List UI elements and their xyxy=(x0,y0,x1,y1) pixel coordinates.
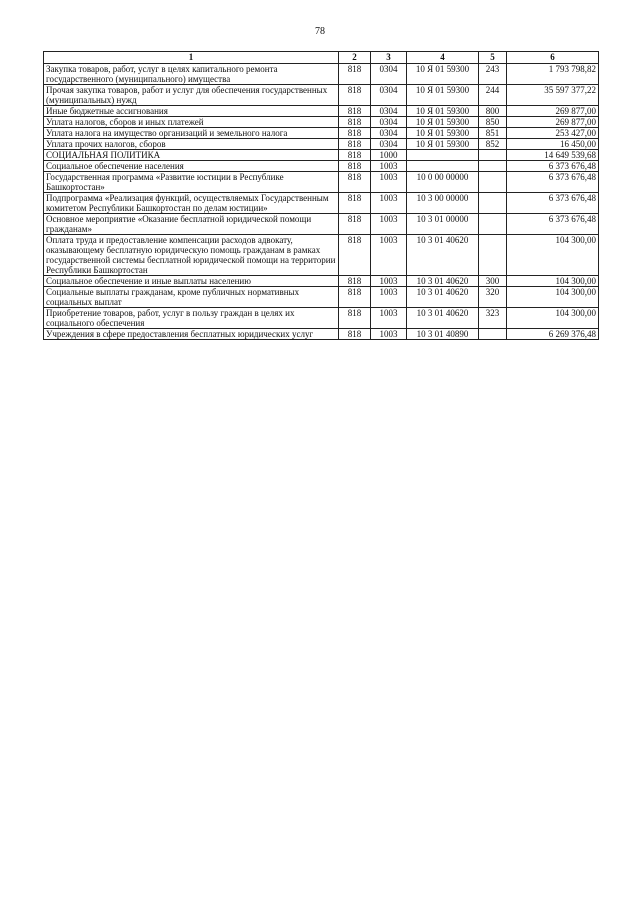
expense-type-cell xyxy=(479,150,507,161)
ministry-code-cell: 818 xyxy=(339,85,371,106)
amount-cell: 269 877,00 xyxy=(507,117,599,128)
target-article-cell: 10 Я 01 59300 xyxy=(407,85,479,106)
section-code-cell: 1003 xyxy=(371,329,407,340)
amount-cell: 35 597 377,22 xyxy=(507,85,599,106)
header-cell: 1 xyxy=(44,52,339,64)
table-header-row xyxy=(44,52,599,64)
expense-type-cell: 852 xyxy=(479,139,507,150)
ministry-code-cell: 818 xyxy=(339,214,371,235)
ministry-code-cell: 818 xyxy=(339,329,371,340)
expense-type-cell xyxy=(479,172,507,193)
ministry-code-cell: 818 xyxy=(339,193,371,214)
row-name-cell: СОЦИАЛЬНАЯ ПОЛИТИКА xyxy=(44,150,339,161)
budget-table xyxy=(43,51,599,340)
amount-cell: 104 300,00 xyxy=(507,308,599,329)
table-body xyxy=(44,64,599,340)
amount-cell: 104 300,00 xyxy=(507,235,599,276)
expense-type-cell: 300 xyxy=(479,276,507,287)
row-name-cell: Основное мероприятие «Оказание бесплатной юридической помощи гражданам» xyxy=(44,214,339,235)
row-name-cell: Прочая закупка товаров, работ и услуг для обеспечения государственных (муниципальных) нужд xyxy=(44,85,339,106)
table-row xyxy=(44,150,599,161)
page-number: 78 xyxy=(315,26,325,37)
table-row xyxy=(44,139,599,150)
row-name-cell: Учреждения в сфере предоставления бесплатных юридических услуг xyxy=(44,329,339,340)
section-code-cell: 0304 xyxy=(371,106,407,117)
amount-cell: 104 300,00 xyxy=(507,276,599,287)
ministry-code-cell: 818 xyxy=(339,172,371,193)
ministry-code-cell: 818 xyxy=(339,106,371,117)
table-row xyxy=(44,287,599,308)
ministry-code-cell: 818 xyxy=(339,150,371,161)
header-cell: 2 xyxy=(339,52,371,64)
expense-type-cell xyxy=(479,193,507,214)
amount-cell: 269 877,00 xyxy=(507,106,599,117)
expense-type-cell xyxy=(479,235,507,276)
row-name-cell: Подпрограмма «Реализация функций, осуществляемых Государственным комитетом Республики Башкортостан по делам юстиции» xyxy=(44,193,339,214)
amount-cell: 1 793 798,82 xyxy=(507,64,599,85)
amount-cell: 6 373 676,48 xyxy=(507,214,599,235)
section-code-cell: 0304 xyxy=(371,85,407,106)
ministry-code-cell: 818 xyxy=(339,276,371,287)
row-name-cell: Уплата налогов, сборов и иных платежей xyxy=(44,117,339,128)
target-article-cell: 10 Я 01 59300 xyxy=(407,106,479,117)
amount-cell: 6 373 676,48 xyxy=(507,161,599,172)
row-name-cell: Государственная программа «Развитие юстиции в Республике Башкортостан» xyxy=(44,172,339,193)
section-code-cell: 0304 xyxy=(371,117,407,128)
header-cell: 6 xyxy=(507,52,599,64)
row-name-cell: Уплата налога на имущество организаций и земельного налога xyxy=(44,128,339,139)
row-name-cell: Социальное обеспечение населения xyxy=(44,161,339,172)
table-row xyxy=(44,308,599,329)
expense-type-cell: 243 xyxy=(479,64,507,85)
target-article-cell: 10 Я 01 59300 xyxy=(407,64,479,85)
table-row xyxy=(44,276,599,287)
row-name-cell: Уплата прочих налогов, сборов xyxy=(44,139,339,150)
table-row xyxy=(44,235,599,276)
expense-type-cell: 323 xyxy=(479,308,507,329)
amount-cell: 104 300,00 xyxy=(507,287,599,308)
target-article-cell: 10 3 01 40620 xyxy=(407,235,479,276)
ministry-code-cell: 818 xyxy=(339,287,371,308)
expense-type-cell: 320 xyxy=(479,287,507,308)
section-code-cell: 0304 xyxy=(371,64,407,85)
target-article-cell: 10 3 01 40620 xyxy=(407,308,479,329)
amount-cell: 6 269 376,48 xyxy=(507,329,599,340)
row-name-cell: Социальные выплаты гражданам, кроме публичных нормативных социальных выплат xyxy=(44,287,339,308)
table-row xyxy=(44,214,599,235)
expense-type-cell xyxy=(479,214,507,235)
section-code-cell: 0304 xyxy=(371,128,407,139)
target-article-cell: 10 3 01 00000 xyxy=(407,214,479,235)
table-row xyxy=(44,193,599,214)
section-code-cell: 1003 xyxy=(371,193,407,214)
target-article-cell: 10 0 00 00000 xyxy=(407,172,479,193)
ministry-code-cell: 818 xyxy=(339,128,371,139)
row-name-cell: Иные бюджетные ассигнования xyxy=(44,106,339,117)
header-cell: 3 xyxy=(371,52,407,64)
row-name-cell: Закупка товаров, работ, услуг в целях капитального ремонта государственного (муниципального) имущества xyxy=(44,64,339,85)
section-code-cell: 1003 xyxy=(371,214,407,235)
expense-type-cell: 850 xyxy=(479,117,507,128)
target-article-cell: 10 Я 01 59300 xyxy=(407,117,479,128)
header-cell: 5 xyxy=(479,52,507,64)
section-code-cell: 1003 xyxy=(371,172,407,193)
amount-cell: 253 427,00 xyxy=(507,128,599,139)
section-code-cell: 1003 xyxy=(371,287,407,308)
target-article-cell: 10 3 01 40620 xyxy=(407,276,479,287)
table-row xyxy=(44,64,599,85)
target-article-cell: 10 3 01 40890 xyxy=(407,329,479,340)
section-code-cell: 1003 xyxy=(371,276,407,287)
table-row xyxy=(44,329,599,340)
expense-type-cell: 851 xyxy=(479,128,507,139)
ministry-code-cell: 818 xyxy=(339,161,371,172)
table-row xyxy=(44,161,599,172)
ministry-code-cell: 818 xyxy=(339,139,371,150)
table-row xyxy=(44,85,599,106)
expense-type-cell: 244 xyxy=(479,85,507,106)
row-name-cell: Социальное обеспечение и иные выплаты населению xyxy=(44,276,339,287)
header-cell: 4 xyxy=(407,52,479,64)
ministry-code-cell: 818 xyxy=(339,308,371,329)
expense-type-cell: 800 xyxy=(479,106,507,117)
target-article-cell: 10 Я 01 59300 xyxy=(407,139,479,150)
target-article-cell: 10 3 01 40620 xyxy=(407,287,479,308)
target-article-cell xyxy=(407,150,479,161)
section-code-cell: 0304 xyxy=(371,139,407,150)
ministry-code-cell: 818 xyxy=(339,64,371,85)
amount-cell: 14 649 539,68 xyxy=(507,150,599,161)
row-name-cell: Оплата труда и предоставление компенсации расходов адвокату, оказывающему бесплатную юридическую помощь гражданам в рамках государственной системы бесплатной юридической помощи на территории Республики Башкортостан xyxy=(44,235,339,276)
expense-type-cell xyxy=(479,329,507,340)
ministry-code-cell: 818 xyxy=(339,235,371,276)
amount-cell: 16 450,00 xyxy=(507,139,599,150)
expense-type-cell xyxy=(479,161,507,172)
amount-cell: 6 373 676,48 xyxy=(507,172,599,193)
row-name-cell: Приобретение товаров, работ, услуг в пользу граждан в целях их социального обеспечения xyxy=(44,308,339,329)
section-code-cell: 1003 xyxy=(371,235,407,276)
ministry-code-cell: 818 xyxy=(339,117,371,128)
target-article-cell: 10 3 00 00000 xyxy=(407,193,479,214)
table-row xyxy=(44,128,599,139)
amount-cell: 6 373 676,48 xyxy=(507,193,599,214)
section-code-cell: 1003 xyxy=(371,161,407,172)
table-row xyxy=(44,172,599,193)
target-article-cell xyxy=(407,161,479,172)
table-row xyxy=(44,106,599,117)
target-article-cell: 10 Я 01 59300 xyxy=(407,128,479,139)
table-row xyxy=(44,117,599,128)
section-code-cell: 1000 xyxy=(371,150,407,161)
section-code-cell: 1003 xyxy=(371,308,407,329)
